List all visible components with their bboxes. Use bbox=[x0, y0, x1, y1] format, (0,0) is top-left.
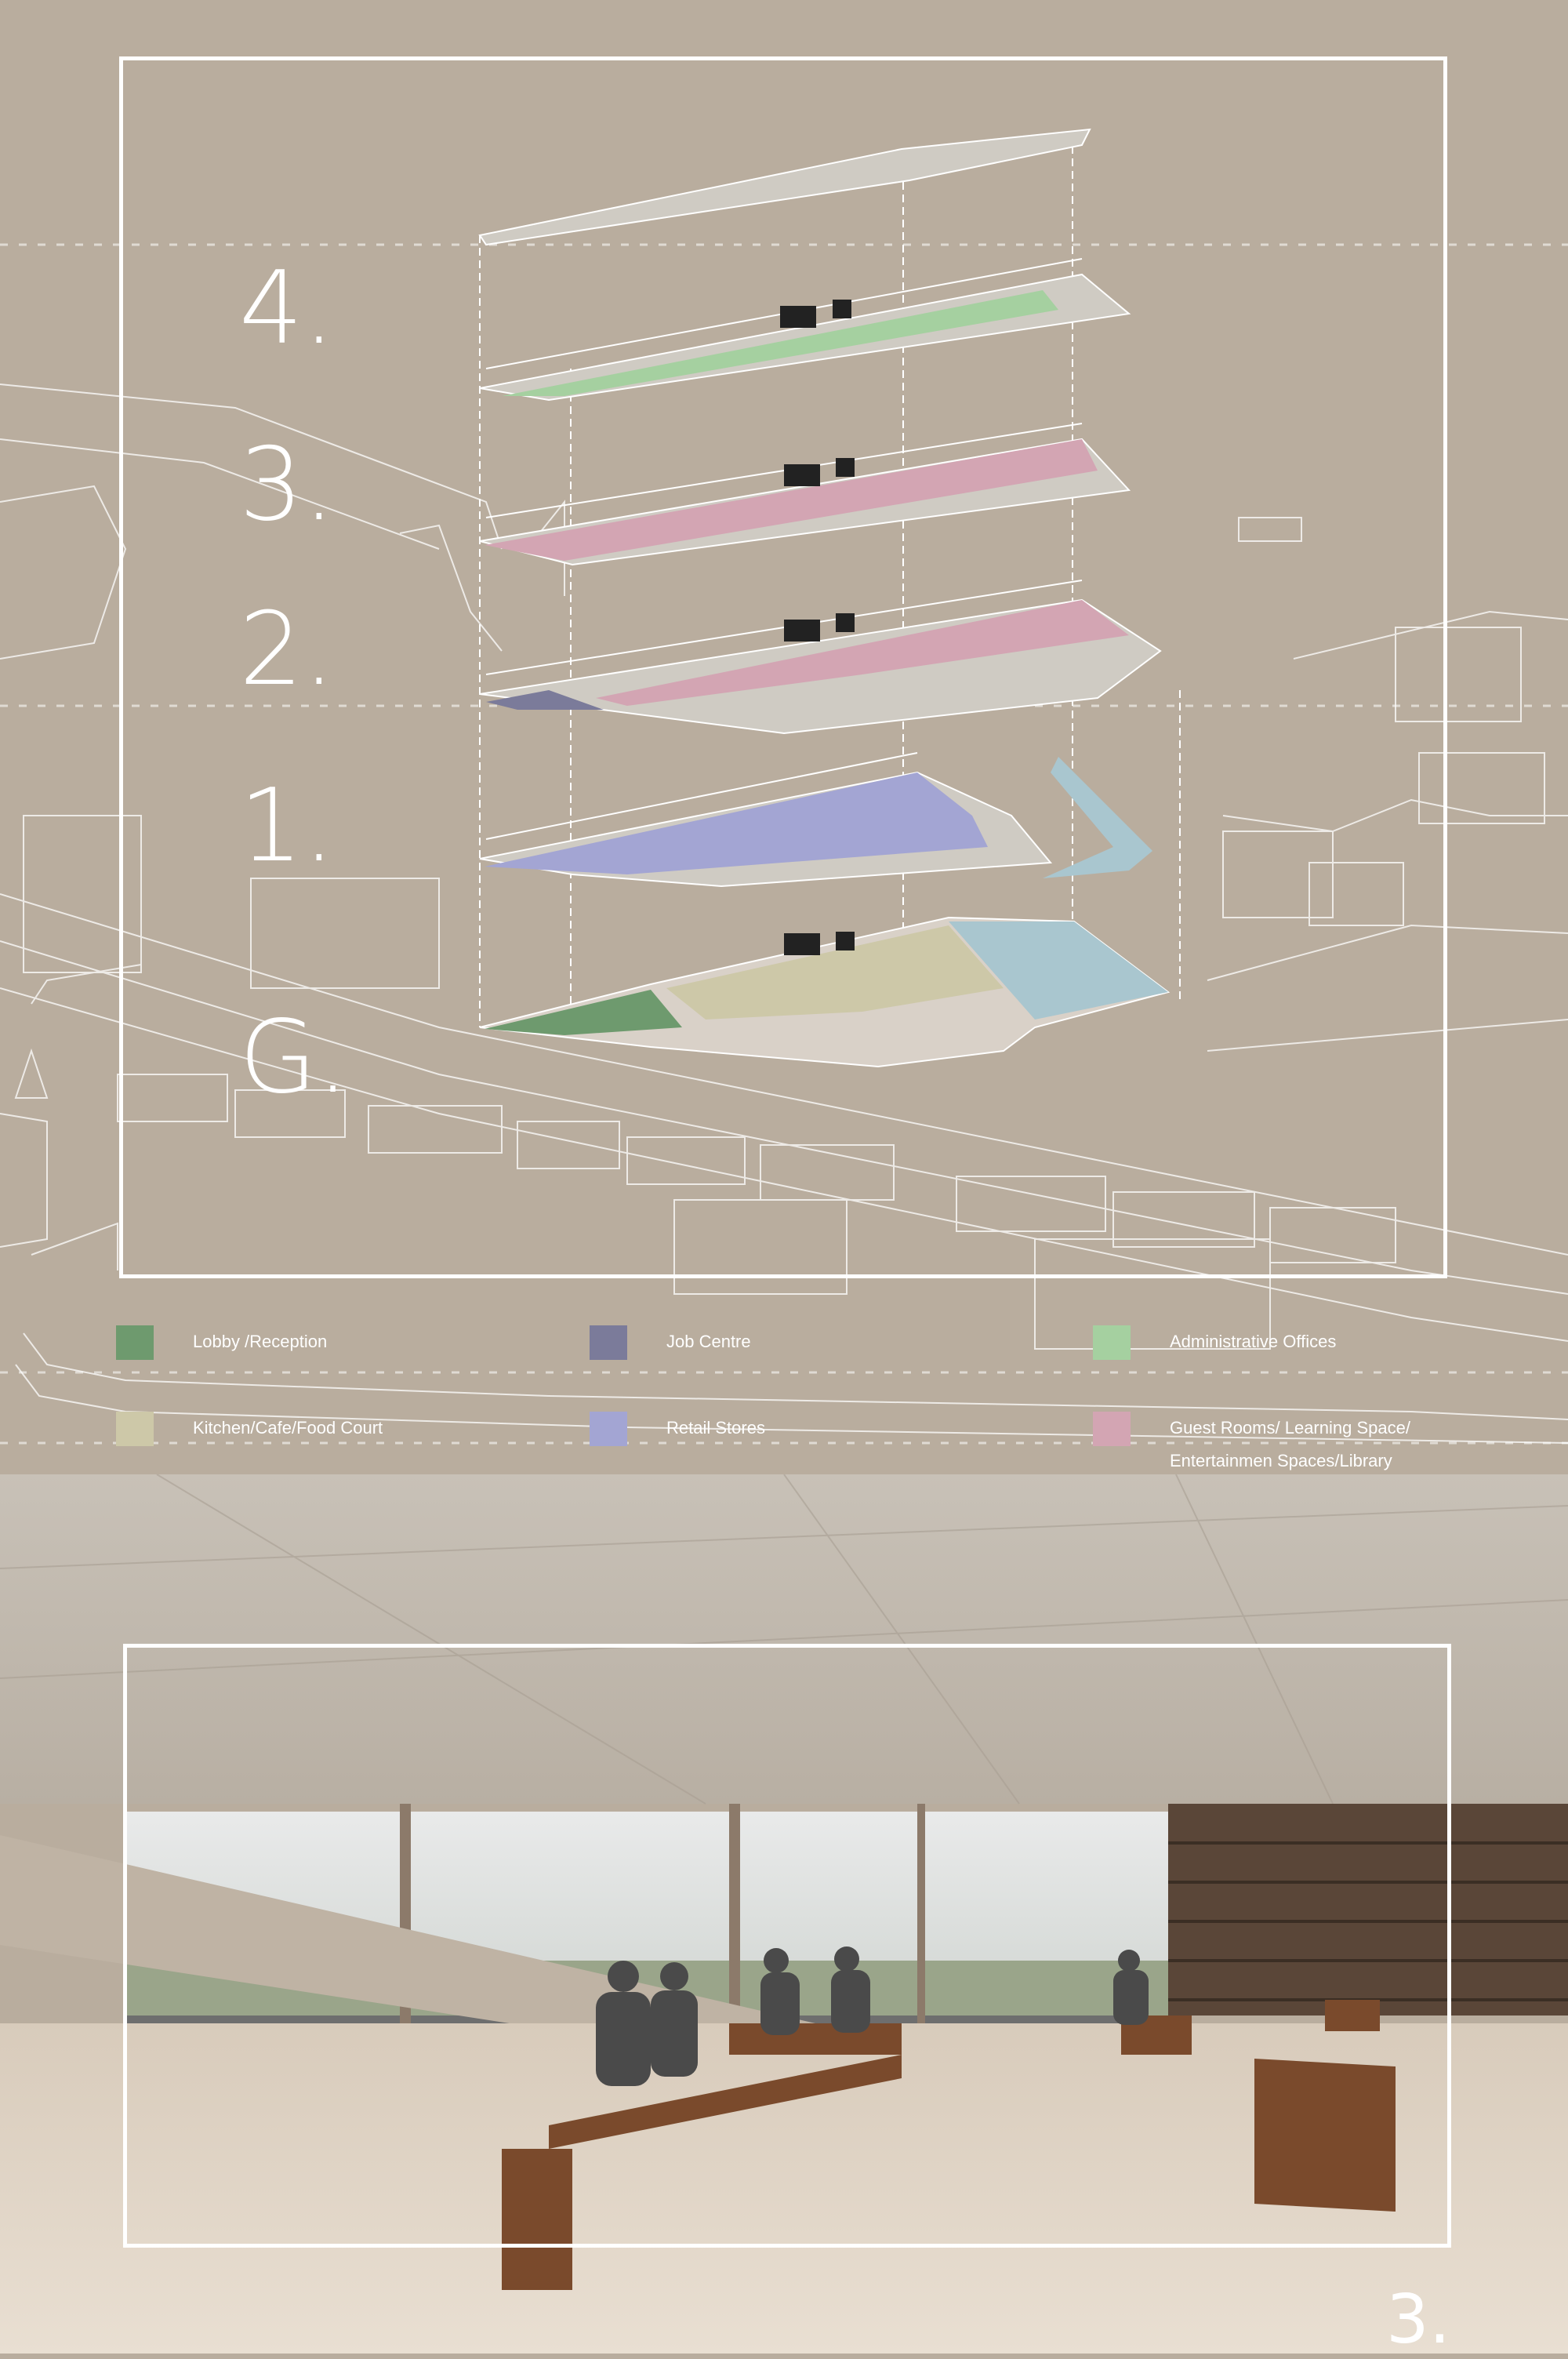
legend-swatch bbox=[1093, 1325, 1131, 1360]
legend-swatch bbox=[116, 1412, 154, 1446]
floor-label-1: 1. bbox=[239, 768, 336, 885]
render-number: 3. bbox=[1386, 2281, 1451, 2359]
floor-label-g: G. bbox=[239, 999, 349, 1116]
legend-item-admin-offices bbox=[1093, 1325, 1336, 1360]
legend-item-lobby bbox=[116, 1325, 327, 1360]
legend-swatch bbox=[1093, 1412, 1131, 1446]
legend-item-retail bbox=[590, 1412, 765, 1446]
legend-swatch bbox=[116, 1325, 154, 1360]
legend-item-kitchen bbox=[116, 1412, 383, 1446]
floor-label-3: 3. bbox=[239, 427, 336, 543]
legend-swatch bbox=[590, 1325, 627, 1360]
legend-label: Kitchen/Cafe/Food Court bbox=[193, 1418, 383, 1438]
legend-label: Administrative Offices bbox=[1170, 1332, 1337, 1351]
floor-label-4: 4. bbox=[239, 250, 336, 367]
legend-label: Guest Rooms/ Learning Space/ Entertainmen Spaces/Library bbox=[1170, 1418, 1410, 1470]
legend-item-job-centre bbox=[590, 1325, 751, 1360]
legend-label: Job Centre bbox=[666, 1332, 751, 1351]
legend-label: Lobby /Reception bbox=[193, 1332, 328, 1351]
floor-label-2: 2. bbox=[239, 591, 336, 708]
legend-label: Retail Stores bbox=[666, 1418, 765, 1438]
legend-item-guest-rooms bbox=[1093, 1412, 1452, 1478]
render-frame bbox=[123, 1644, 1451, 2248]
legend-swatch bbox=[590, 1412, 627, 1446]
